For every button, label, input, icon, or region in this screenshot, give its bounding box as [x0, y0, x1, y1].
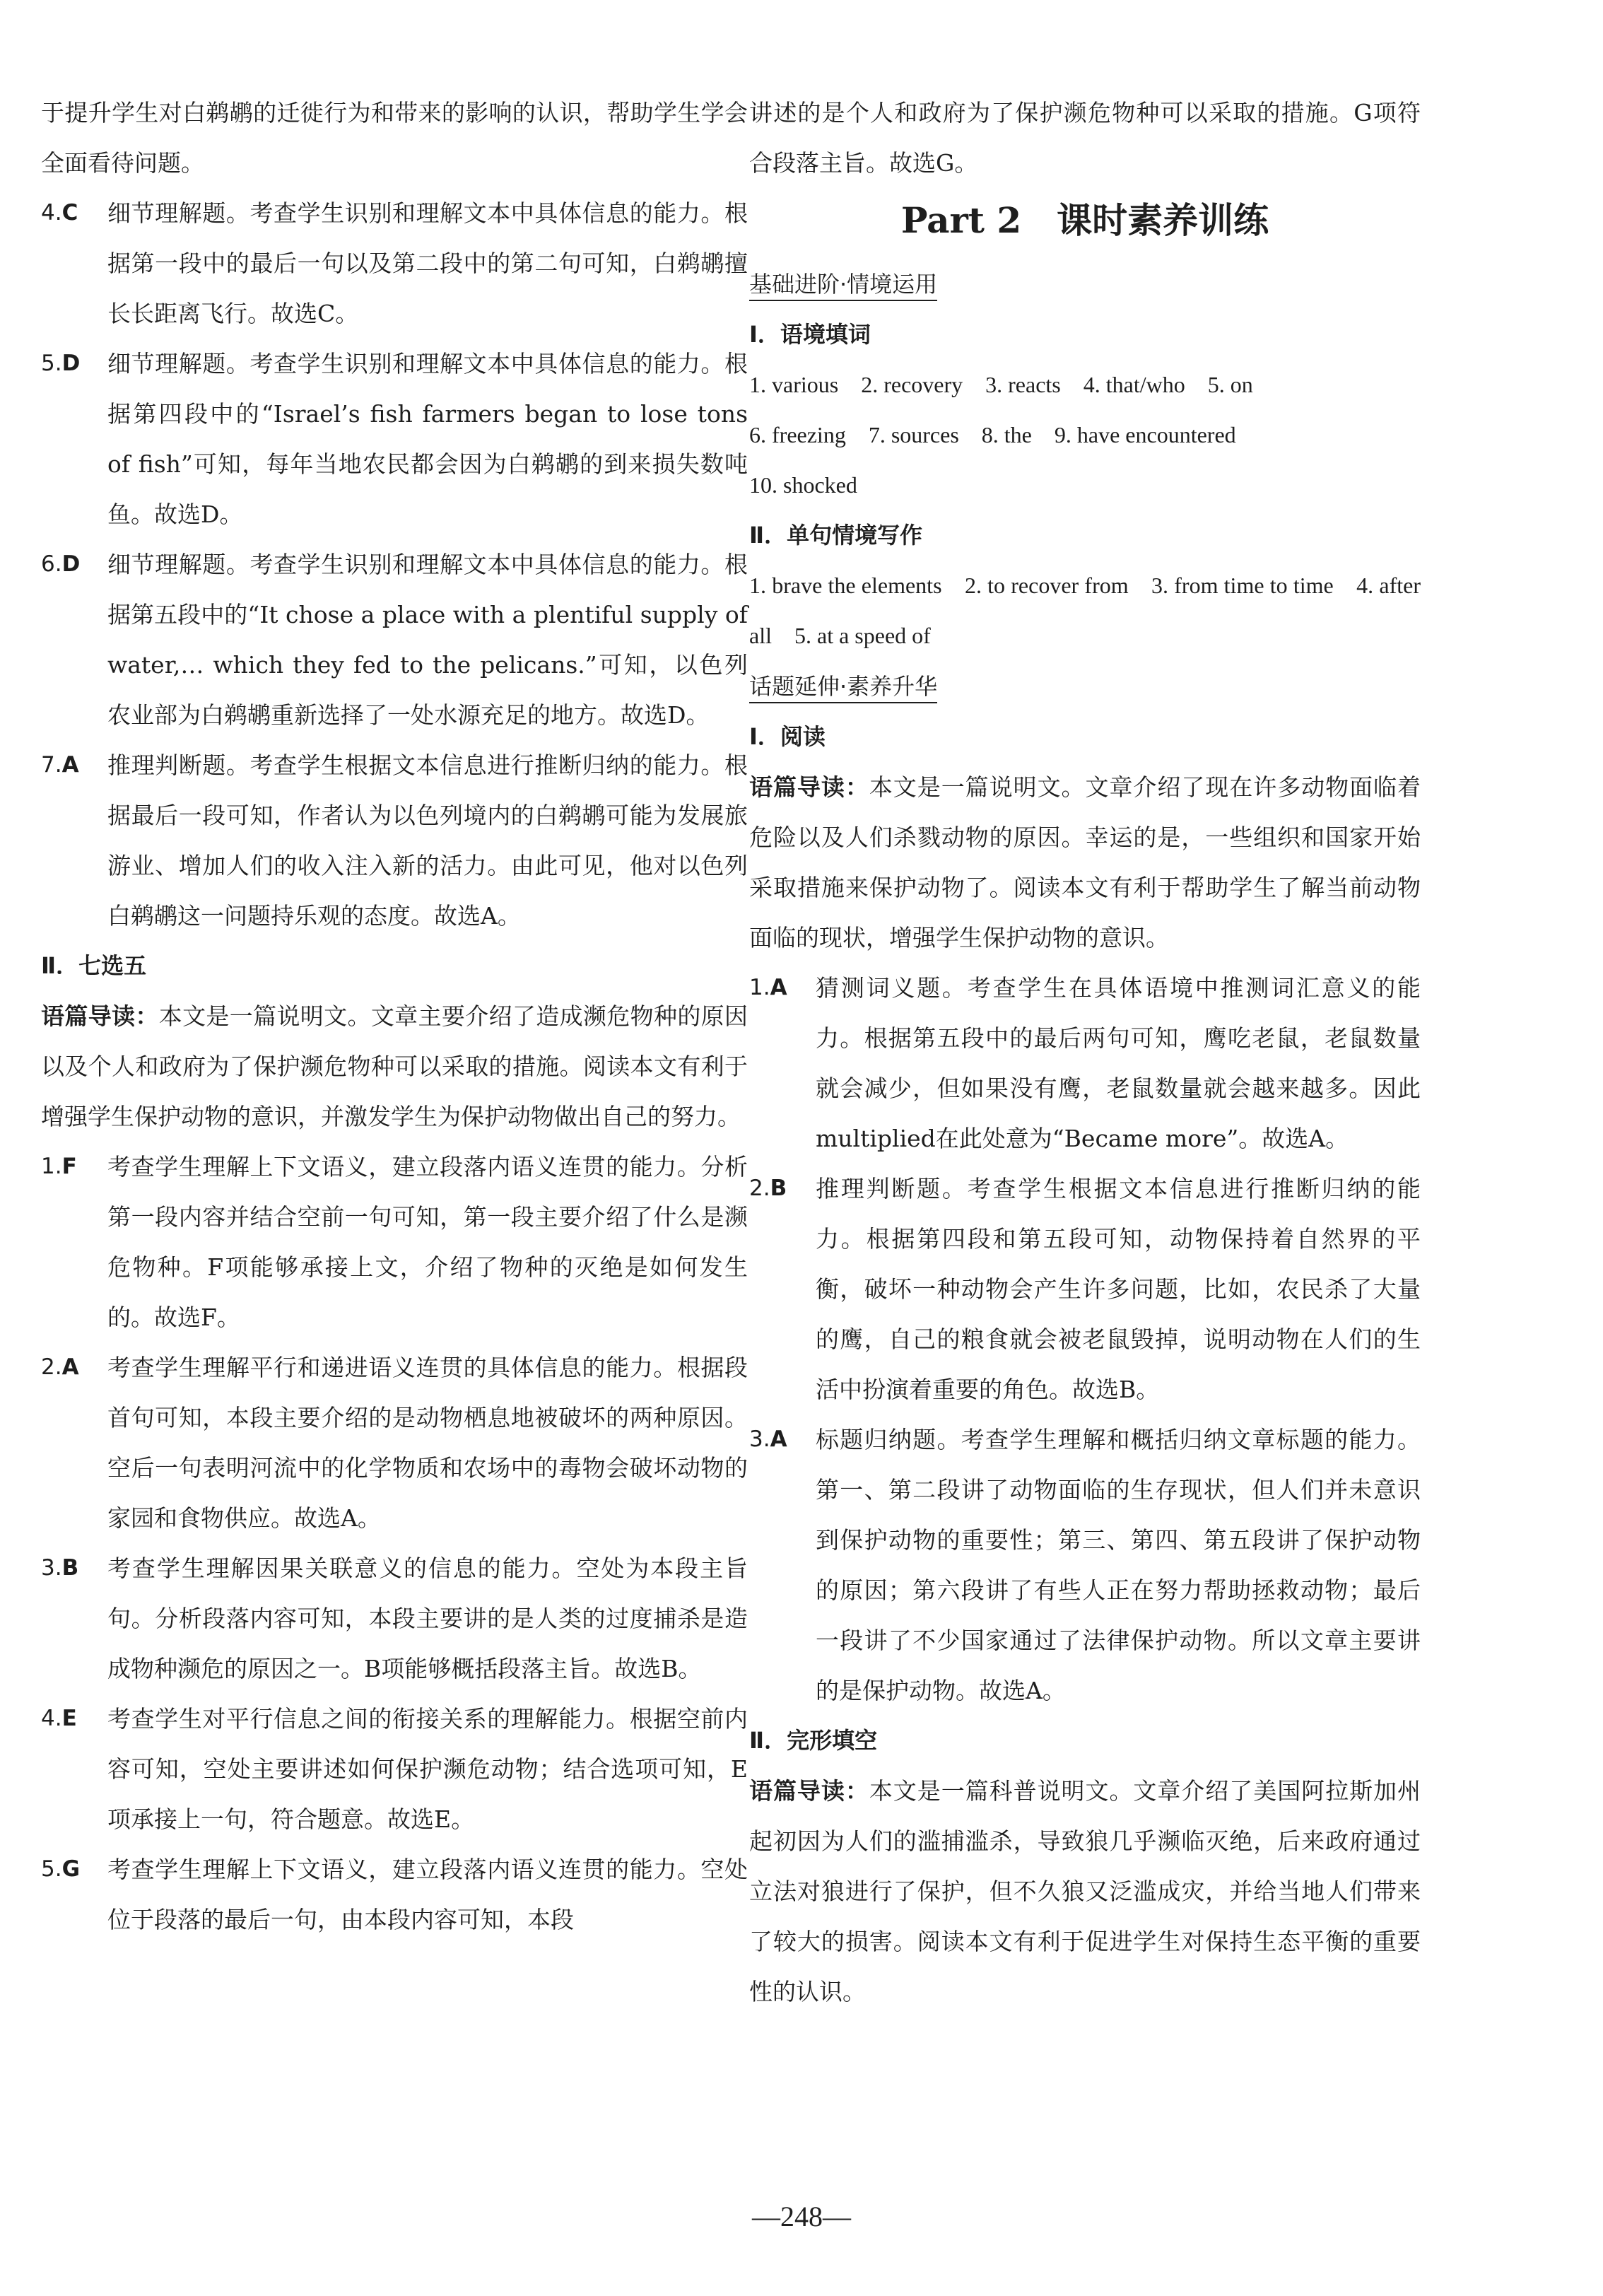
item-text: 猜测词义题。考查学生在具体语境中推测词汇意义的能力。根据第五段中的最后两句可知，鹰吃老鼠，老鼠数量就会减少，但如果没有鹰，老鼠数量就会越来越多。因此multiplied在此处意为“Became more”。故选A。 [816, 974, 1421, 1152]
item-number: 3.A [749, 1427, 787, 1452]
page-number: —248— [752, 2201, 851, 2232]
answer-item [749, 1414, 1421, 1716]
item-text: 推理判断题。考查学生根据文本信息进行推断归纳的能力。根据最后一段可知，作者认为以色列境内的白鹈鹕可能为发展旅游业、增加人们的收入注入新的活力。由此可见，他对以色列白鹈鹕这一问题持乐观的态度。故选A。 [107, 751, 748, 930]
answer-item [41, 740, 748, 941]
passage-guide [41, 991, 748, 1142]
section-title: Ⅰ．阅读 [749, 723, 826, 750]
answer-item [41, 1694, 748, 1844]
answer-item [41, 1342, 748, 1543]
intro-continuation: 于提升学生对白鹈鹕的迁徙行为和带来的影响的认识，帮助学生学会全面看待问题。 [41, 99, 748, 177]
item-number: 4.C [41, 200, 78, 226]
item-text: 考查学生理解因果关联意义的信息的能力。空处为本段主旨句。分析段落内容可知，本段主要讲的是人类的过度捕杀是造成物种濒危的原因之一。B项能够概括段落主旨。故选B。 [107, 1554, 748, 1682]
section-title: Ⅰ．语境填词 [749, 321, 871, 348]
sentence-writing-answers: 1. brave the elements 2. to recover from 3. from time to time 4. after all 5. at a speed of [749, 573, 1426, 648]
answer-item [41, 1844, 748, 1945]
answer-item [41, 1142, 748, 1342]
section-title: Ⅱ．七选五 [41, 952, 147, 979]
answer-item [749, 1164, 1421, 1414]
passage-guide [749, 762, 1421, 963]
guide-text: 本文是一篇科普说明文。文章介绍了美国阿拉斯加州起初因为人们的滥捕滥杀，导致狼几乎濒临灭绝，后来政府通过立法对狼进行了保护，但不久狼又泛滥成灾，并给当地人们带来了较大的损害。阅读本文有利于促进学生对保持生态平衡的重要性的认识。 [749, 1777, 1421, 2005]
item-number: 4.E [41, 1706, 77, 1731]
answer-item [749, 963, 1421, 1164]
item-number: 5.G [41, 1856, 81, 1882]
section-title: Ⅱ．单句情境写作 [749, 522, 923, 549]
item-text: 细节理解题。考查学生识别和理解文本中具体信息的能力。根据第一段中的最后一句以及第二段中的第二句可知，白鹈鹕擅长长距离飞行。故选C。 [107, 199, 748, 327]
fill-in-answers: 1. various 2. recovery 3. reacts 4. that/who 5. on 6. freezing 7. sources 8. the 9. have encountered 10. shocked [749, 372, 1253, 498]
guide-label: 语篇导读： [749, 1777, 869, 1805]
part-title: Part 2 课时素养训练 [900, 199, 1269, 241]
item-text: 考查学生对平行信息之间的衔接关系的理解能力。根据空前内容可知，空处主要讲述如何保护濒危动物；结合选项可知，E项承接上一句，符合题意。故选E。 [107, 1705, 748, 1833]
item-number: 6.D [41, 551, 81, 577]
item-number: 1.A [749, 975, 787, 1000]
guide-text: 本文是一篇说明文。文章介绍了现在许多动物面临着危险以及人们杀戮动物的原因。幸运的是，一些组织和国家开始采取措施来保护动物了。阅读本文有利于帮助学生了解当前动物面临的现状，增强学生保护动物的意识。 [749, 773, 1421, 951]
seven-choose-five-items [41, 1142, 748, 1945]
item-text: 考查学生理解上下文语义，建立段落内语义连贯的能力。空处位于段落的最后一句，由本段内容可知，本段 [107, 1856, 748, 1933]
reading-items [749, 963, 1421, 1716]
guide-label: 语篇导读： [749, 773, 869, 801]
item-text: 细节理解题。考查学生识别和理解文本中具体信息的能力。根据第四段中的“Israel’s fish farmers began to lose tons of fish”可知，每年当地农民都会因为白鹈鹕的到来损失数吨鱼。故选D。 [107, 350, 748, 528]
passage-guide [749, 1766, 1421, 2017]
item-number: 7.A [41, 752, 79, 778]
item-number: 2.A [41, 1354, 79, 1380]
subsection-heading: 基础进阶·情境运用 [749, 269, 937, 301]
answer-item [41, 188, 748, 339]
answer-item [41, 539, 748, 740]
item-number: 3.B [41, 1555, 79, 1581]
section-title: Ⅱ．完形填空 [749, 1727, 878, 1754]
right-column [749, 88, 1426, 2017]
item-text: 推理判断题。考查学生根据文本信息进行推断归纳的能力。根据第四段和第五段可知，动物保持着自然界的平衡，破坏一种动物会产生许多问题，比如，农民杀了大量的鹰，自己的粮食就会被老鼠毁掉，说明动物在人们的生活中扮演着重要的角色。故选B。 [816, 1175, 1421, 1403]
guide-text: 本文是一篇说明文。文章主要介绍了造成濒危物种的原因以及个人和政府为了保护濒危物种可以采取的措施。阅读本文有利于增强学生保护动物的意识，并激发学生为保护动物做出自己的努力。 [41, 1002, 748, 1130]
item-text: 考查学生理解平行和递进语义连贯的具体信息的能力。根据段首句可知，本段主要介绍的是动物栖息地被破坏的两种原因。空后一句表明河流中的化学物质和农场中的毒物会破坏动物的家园和食物供应。故选A。 [107, 1354, 748, 1532]
item-number: 1.F [41, 1154, 77, 1179]
answer-item [41, 1543, 748, 1694]
guide-label: 语篇导读： [41, 1002, 159, 1030]
continuation-text: 讲述的是个人和政府为了保护濒危物种可以采取的措施。G项符合段落主旨。故选G。 [749, 99, 1421, 177]
subsection-heading: 话题延伸·素养升华 [749, 671, 937, 703]
item-number: 5.D [41, 351, 81, 376]
item-text: 考查学生理解上下文语义，建立段落内语义连贯的能力。分析第一段内容并结合空前一句可知，第一段主要介绍了什么是濒危物种。F项能够承接上文，介绍了物种的灭绝是如何发生的。故选F。 [107, 1153, 748, 1331]
answer-item [41, 339, 748, 539]
item-text: 细节理解题。考查学生识别和理解文本中具体信息的能力。根据第五段中的“It chose a place with a plentiful supply of water,… which they fed to the pelicans.”可知，以色列农业部为白鹈鹕重新选择了一处水源充足的地方。故选D。 [107, 551, 748, 729]
item-text: 标题归纳题。考查学生理解和概括归纳文章标题的能力。第一、第二段讲了动物面临的生存现状，但人们并未意识到保护动物的重要性；第三、第四、第五段讲了保护动物的原因；第六段讲了有些人正在努力帮助拯救动物；最后一段讲了不少国家通过了法律保护动物。所以文章主要讲的是保护动物。故选A。 [816, 1426, 1421, 1704]
left-column [41, 88, 748, 1945]
item-number: 2.B [749, 1176, 787, 1201]
reading-items [41, 188, 748, 941]
